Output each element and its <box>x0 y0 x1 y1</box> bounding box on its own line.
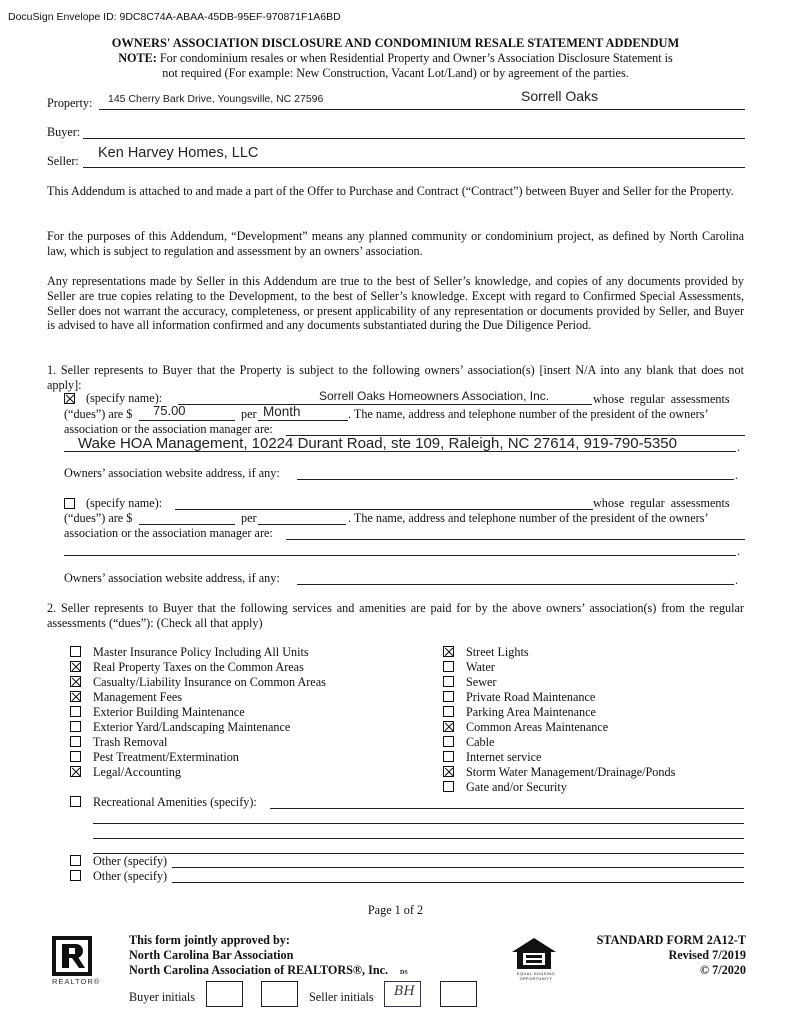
association-2-per-line <box>258 524 346 525</box>
seller-label: Seller: <box>47 154 79 168</box>
note-line-2: not required (For example: New Construction, Vacant Lot/Land) or by agreement of the parties. <box>162 65 629 80</box>
property-taxes-checkbox[interactable] <box>70 661 81 672</box>
association-2-checkbox[interactable] <box>64 498 75 509</box>
association-manager-label: association or the association manager are: <box>64 526 273 540</box>
seller-initial-box-1[interactable] <box>384 981 421 1007</box>
parking-area-label: Parking Area Maintenance <box>466 705 596 719</box>
exterior-yard-label: Exterior Yard/Landscaping Maintenance <box>93 720 291 734</box>
recreational-amenities-line-1 <box>270 808 744 809</box>
recreational-amenities-line-4 <box>93 853 744 854</box>
recreational-amenities-checkbox[interactable] <box>70 796 81 807</box>
recreational-amenities-line-3 <box>93 838 744 839</box>
legal-accounting-checkbox[interactable] <box>70 766 81 777</box>
equal-housing-icon <box>510 936 558 970</box>
master-insurance-label: Master Insurance Policy Including All Units <box>93 645 309 659</box>
development-definition-paragraph: For the purposes of this Addendum, “Development” means any planned community or condominium project, as defined by North Carolina law, which is subject to regulation and assessment by an owners’ association. <box>47 229 744 258</box>
header-note <box>0 51 791 80</box>
document-title: OWNERS' ASSOCIATION DISCLOSURE AND CONDOMINIUM RESALE STATEMENT ADDENDUM <box>111 36 680 50</box>
association-1-manager-field[interactable]: Wake HOA Management, 10224 Durant Road, ste 109, Raleigh, NC 27614, 919-790-5350 <box>78 435 677 452</box>
period: . <box>737 544 741 558</box>
parking-area-checkbox[interactable] <box>443 706 454 717</box>
specify-name-label: (specify name): <box>86 391 163 405</box>
per-label: per <box>241 407 257 421</box>
buyer-line <box>83 138 745 139</box>
water-checkbox[interactable] <box>443 661 454 672</box>
period: . <box>735 573 739 587</box>
seller-initial-signature: BH <box>394 984 415 999</box>
other-1-line[interactable] <box>172 867 744 868</box>
trash-removal-checkbox[interactable] <box>70 736 81 747</box>
period: . <box>735 468 739 482</box>
association-2-manager-line-2 <box>64 555 736 556</box>
buyer-label: Buyer: <box>47 125 81 139</box>
private-road-checkbox[interactable] <box>443 691 454 702</box>
subdivision-line <box>407 109 745 110</box>
exterior-yard-checkbox[interactable] <box>70 721 81 732</box>
seller-field[interactable]: Ken Harvey Homes, LLC <box>98 145 259 161</box>
association-1-dues-line <box>139 420 235 421</box>
association-2-dues-line <box>139 524 235 525</box>
pest-treatment-checkbox[interactable] <box>70 751 81 762</box>
copyright-date: © 7/2020 <box>699 963 746 977</box>
president-name-address-label: . The name, address and telephone number of the president of the owners’ <box>348 511 709 525</box>
association-1-name-field[interactable]: Sorrell Oaks Homeowners Association, Inc. <box>319 389 550 403</box>
president-name-address-label: . The name, address and telephone number of the president of the owners’ <box>348 407 709 421</box>
docusign-envelope-id: DocuSign Envelope ID: 9DC8C74A-ABAA-45DB-95EF-970871F1A6BD <box>8 11 341 23</box>
seller-initial-box-2[interactable] <box>440 981 477 1007</box>
other-2-label: Other (specify) <box>93 869 168 883</box>
street-lights-label: Street Lights <box>466 645 529 659</box>
nc-realtors-association: North Carolina Association of REALTORS®, Inc. <box>129 963 389 977</box>
addendum-paragraph: This Addendum is attached to and made a part of the Offer to Purchase and Contract (“Contract”) between Buyer and Seller for the Property. <box>47 184 734 198</box>
storm-water-label: Storm Water Management/Drainage/Ponds <box>466 765 676 779</box>
property-line <box>99 109 407 110</box>
note-label: NOTE: <box>118 51 157 65</box>
revised-date: Revised 7/2019 <box>668 948 746 962</box>
dues-label: (“dues”) are $ <box>64 407 133 421</box>
page-number: Page 1 of 2 <box>367 903 424 917</box>
association-1-name-line <box>178 404 592 405</box>
recreational-amenities-label: Recreational Amenities (specify): <box>93 795 257 809</box>
exterior-building-checkbox[interactable] <box>70 706 81 717</box>
association-2-name-line <box>175 509 593 510</box>
common-areas-checkbox[interactable] <box>443 721 454 732</box>
management-fees-checkbox[interactable] <box>70 691 81 702</box>
exterior-building-label: Exterior Building Maintenance <box>93 705 245 719</box>
sewer-checkbox[interactable] <box>443 676 454 687</box>
buyer-initial-box-1[interactable] <box>206 981 243 1007</box>
equal-housing-text: EQUAL HOUSING OPPORTUNITY <box>516 972 555 981</box>
association-1-per-field[interactable]: Month <box>263 404 301 419</box>
nc-bar-association: North Carolina Bar Association <box>129 948 294 962</box>
other-1-checkbox[interactable] <box>70 855 81 866</box>
water-label: Water <box>466 660 495 674</box>
common-areas-label: Common Areas Maintenance <box>466 720 609 734</box>
note-line-1: For condominium resales or when Residential Property and Owner’s Association Disclosure Statement is <box>159 51 673 65</box>
docusign-ds-mark: DS <box>400 970 408 976</box>
legal-accounting-label: Legal/Accounting <box>93 765 181 779</box>
property-taxes-label: Real Property Taxes on the Common Areas <box>93 660 304 674</box>
street-lights-checkbox[interactable] <box>443 646 454 657</box>
subdivision-field[interactable]: Sorrell Oaks <box>521 88 599 104</box>
section-1-intro: 1. Seller represents to Buyer that the Property is subject to the following owners’ association(s) [insert N/A into any blank that does not apply]: <box>47 363 744 392</box>
association-1-checkbox[interactable] <box>64 393 75 404</box>
website-label: Owners’ association website address, if any: <box>64 466 280 480</box>
standard-form-id: STANDARD FORM 2A12-T <box>596 933 746 947</box>
period: . <box>737 440 741 454</box>
association-2-website-line <box>297 584 734 585</box>
buyer-initials-label: Buyer initials <box>129 990 196 1004</box>
sewer-label: Sewer <box>466 675 497 689</box>
cable-checkbox[interactable] <box>443 736 454 747</box>
realtor-logo-icon <box>52 936 92 976</box>
association-manager-label: association or the association manager are: <box>64 422 273 436</box>
property-address-field[interactable]: 145 Cherry Bark Drive, Youngsville, NC 27596 <box>108 93 324 105</box>
trash-removal-label: Trash Removal <box>93 735 168 749</box>
association-2-manager-line-1 <box>286 539 745 540</box>
management-fees-label: Management Fees <box>93 690 183 704</box>
dues-label: (“dues”) are $ <box>64 511 133 525</box>
internet-service-checkbox[interactable] <box>443 751 454 762</box>
association-1-dues-field[interactable]: 75.00 <box>153 403 186 418</box>
private-road-label: Private Road Maintenance <box>466 690 596 704</box>
representations-paragraph: Any representations made by Seller in this Addendum are true to the best of Seller’s knowledge, and copies of any documents provided by Seller are true copies relating to the Development, to the best of Seller’s knowledge. Except with regard to Confirmed Special Assessments, Seller does not warrant the accuracy, completeness, or present applicability of any representation or documents provided by Seller, and Buyer is advised to have all information confirmed and any documents substantiated during the Due Diligence Period. <box>47 274 744 333</box>
gate-security-label: Gate and/or Security <box>466 780 567 794</box>
gate-security-checkbox[interactable] <box>443 781 454 792</box>
section-2-intro: 2. Seller represents to Buyer that the following services and amenities are paid for by the above owners’ association(s) from the regular assessments (“dues”): (Check all that apply) <box>47 601 744 630</box>
storm-water-checkbox[interactable] <box>443 766 454 777</box>
casualty-insurance-checkbox[interactable] <box>70 676 81 687</box>
realtor-logo-text: REALTOR® <box>52 977 101 986</box>
seller-line <box>83 167 745 168</box>
internet-service-label: Internet service <box>466 750 542 764</box>
buyer-initial-box-2[interactable] <box>261 981 298 1007</box>
casualty-insurance-label: Casualty/Liability Insurance on Common Areas <box>93 675 326 689</box>
master-insurance-checkbox[interactable] <box>70 646 81 657</box>
per-label: per <box>241 511 257 525</box>
other-2-line[interactable] <box>172 882 744 883</box>
pest-treatment-label: Pest Treatment/Extermination <box>93 750 239 764</box>
specify-name-label: (specify name): <box>86 496 163 510</box>
cable-label: Cable <box>466 735 495 749</box>
website-label: Owners’ association website address, if any: <box>64 571 280 585</box>
other-1-label: Other (specify) <box>93 854 168 868</box>
property-label: Property: <box>47 96 93 110</box>
approved-by-heading: This form jointly approved by: <box>129 933 290 947</box>
other-2-checkbox[interactable] <box>70 870 81 881</box>
association-1-per-line <box>258 420 348 421</box>
recreational-amenities-line-2 <box>93 823 744 824</box>
association-1-website-line <box>297 479 734 480</box>
seller-initials-label: Seller initials <box>309 990 374 1004</box>
whose-regular-assessments-label: whose regular assessments <box>593 496 730 510</box>
whose-regular-assessments-label: whose regular assessments <box>593 392 730 406</box>
